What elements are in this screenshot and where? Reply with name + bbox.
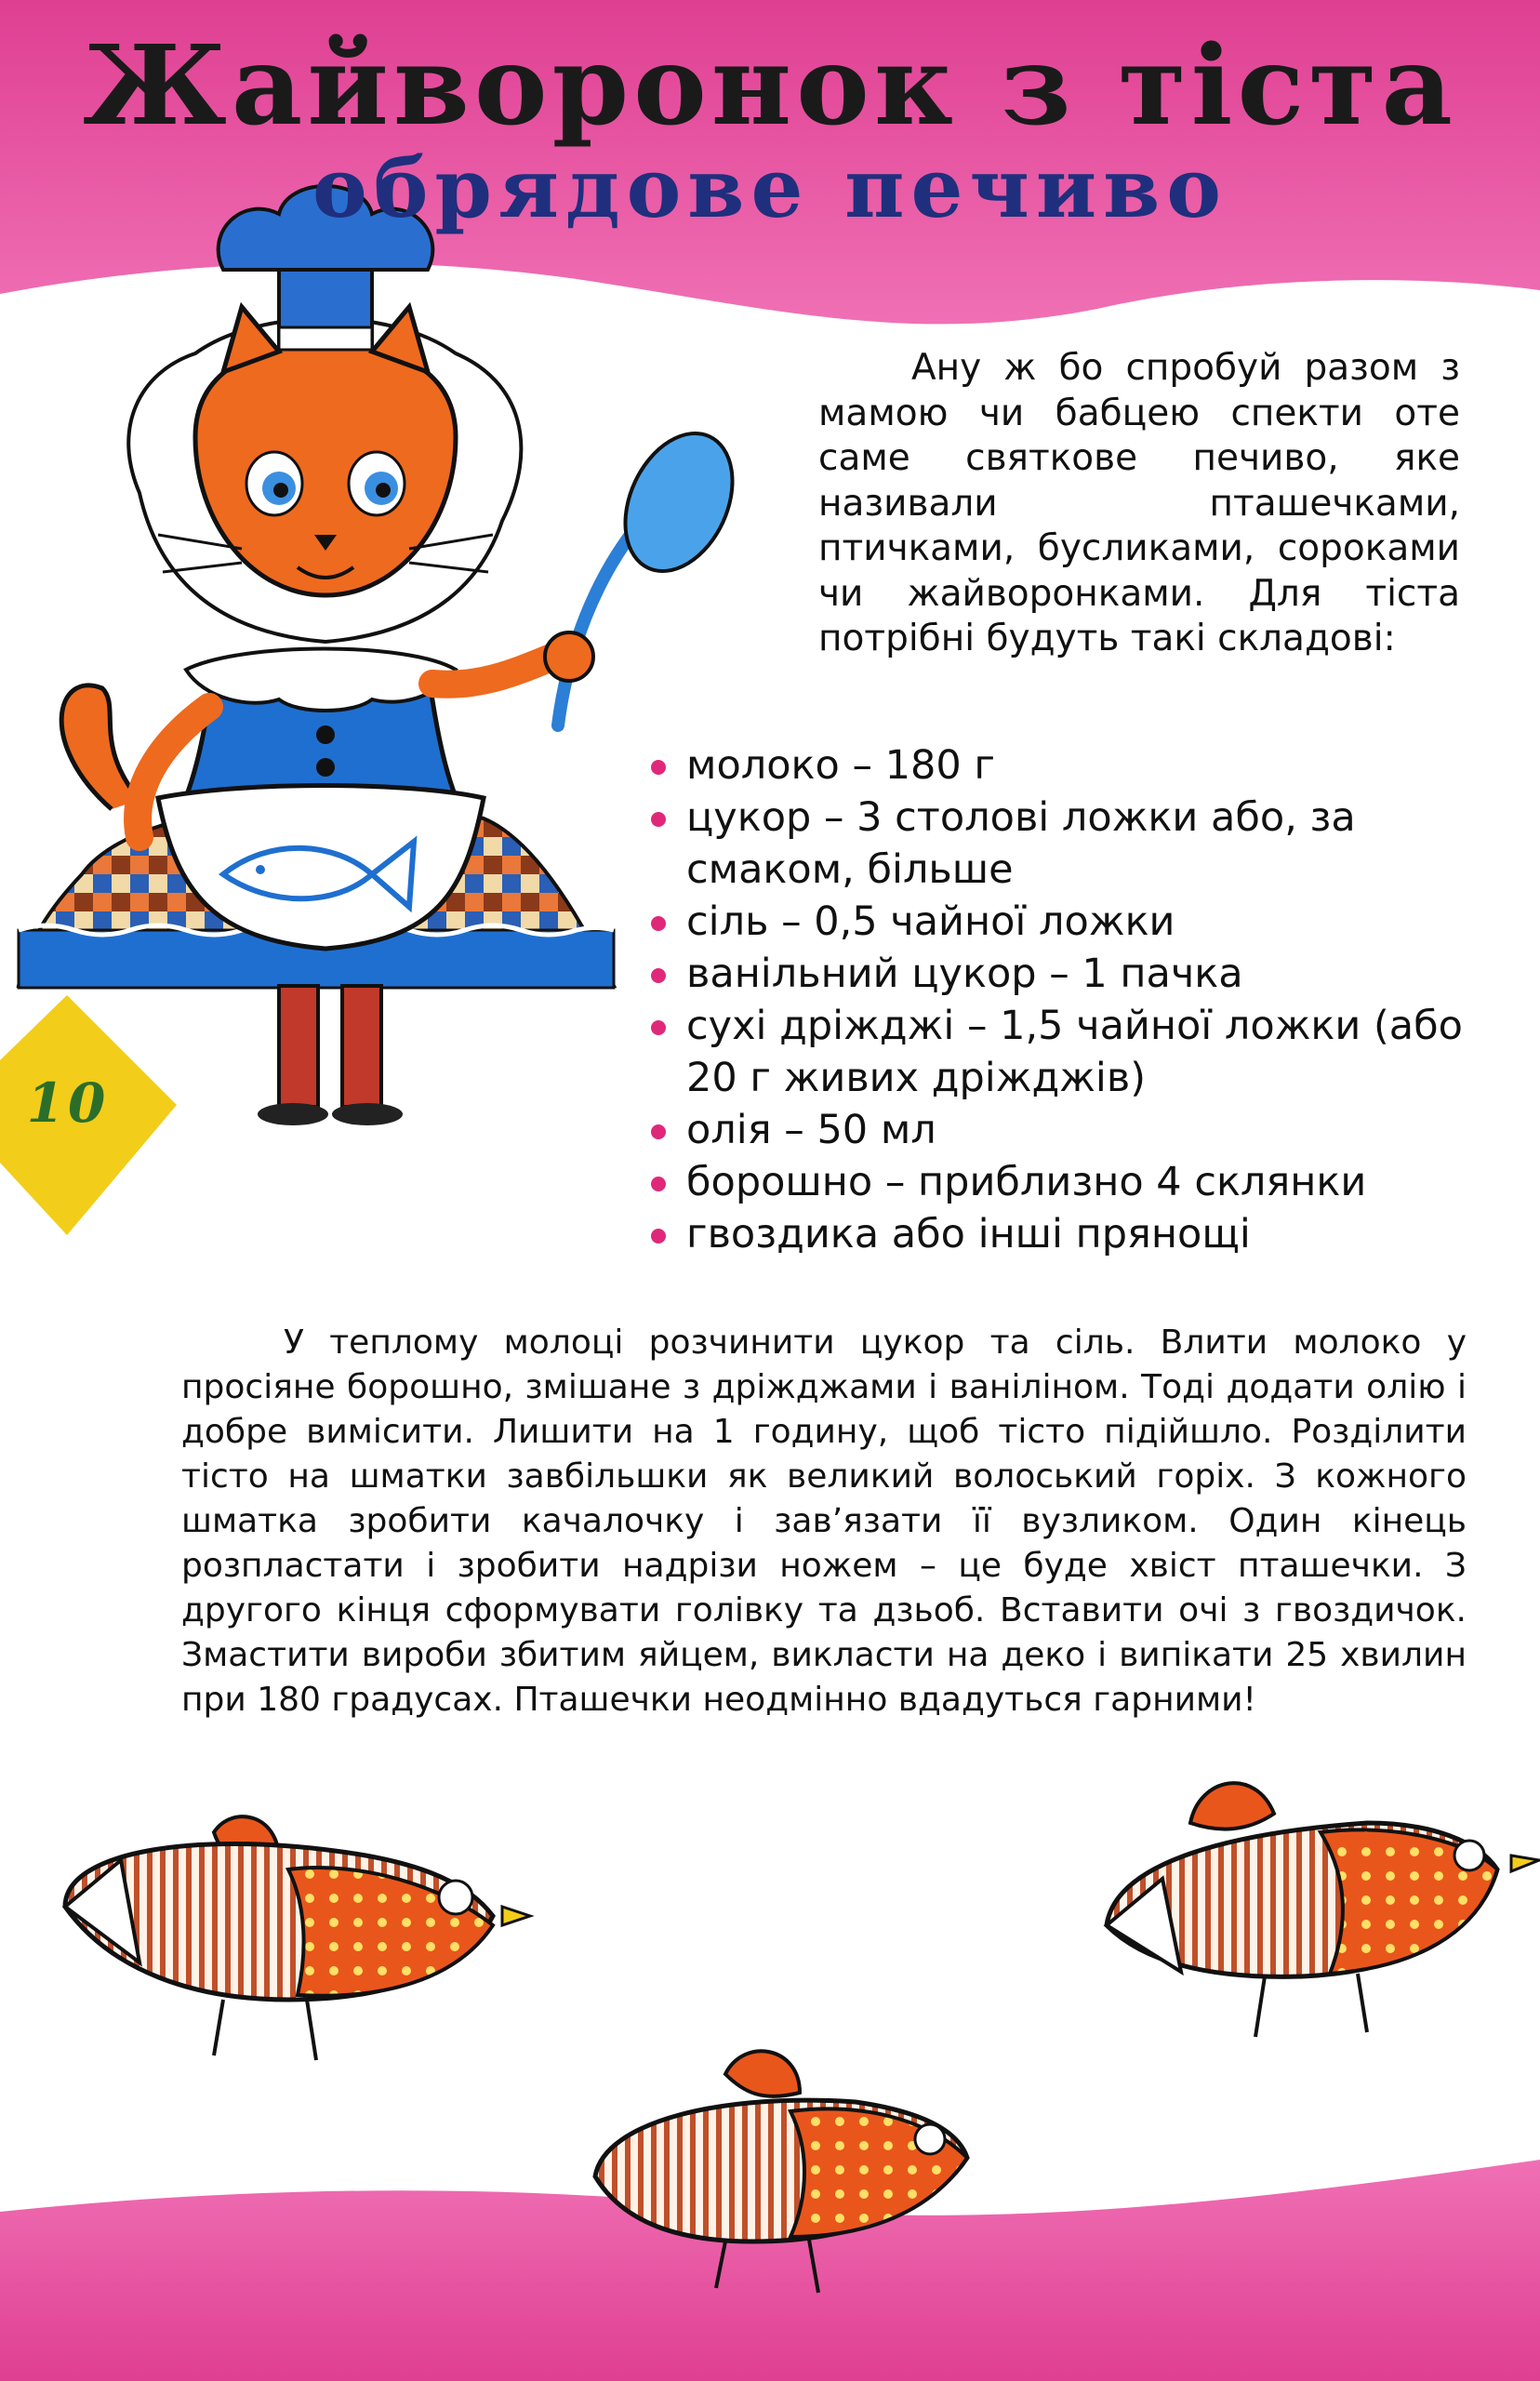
ingredient-item: гвоздика або інші прянощі (651, 1208, 1488, 1260)
ingredients-list (651, 739, 1488, 1260)
cat-cook-illustration (19, 186, 753, 1125)
bird-cookie-illustration-right (1107, 1783, 1539, 2037)
ingredient-item: ванільний цукор – 1 пачка (651, 948, 1488, 1000)
intro-paragraph: Ану ж бо спробуй разом з мамою чи бабцею спекти оте саме святкове печиво, яке називали пташечками, птичками, бусликами, сороками чи жайворонками. Для тіста потрібні будуть такі складові: (818, 347, 1460, 659)
ingredient-item: цукор – 3 столові ложки або, за смаком, більше (651, 791, 1488, 896)
bird-cookie-illustration-left (65, 1816, 530, 2060)
ingredient-item: борошно – приблизно 4 склянки (651, 1156, 1488, 1208)
page-number: 10 (26, 1071, 110, 1135)
ingredient-item: сухі дріжджі – 1,5 чайної ложки (або 20 г живих дріжджів) (651, 1000, 1488, 1104)
page-subtitle: обрядове печиво (312, 140, 1228, 236)
ingredient-item: молоко – 180 г (651, 739, 1488, 791)
ingredient-item: олія – 50 мл (651, 1104, 1488, 1156)
method-paragraph: У теплому молоці розчинити цукор та сіль. Влити молоко у просіяне борошно, змішане з дріжджами і ваніліном. Тоді додати олію і добре вимісити. Лишити на 1 годину, щоб тісто підійшло. Розділити тісто на шматки завбільшки як великий волоський горіх. З кожного шматка зробити качалочку і зав’язати її вузликом. Один кінець розпластати і зробити надрізи ножем – це буде хвіст пташечки. З другого кінця сформувати голівку та дзьоб. Вставити очі з гвоздичок. Змастити вироби збитим яйцем, викласти на деко і випікати 25 хвилин при 180 градусах. Пташечки неодмінно вдадуться гарними! (181, 1324, 1467, 1719)
page-title: Жайворонок з тіста (83, 20, 1457, 150)
ingredient-item: сіль – 0,5 чайної ложки (651, 896, 1488, 948)
